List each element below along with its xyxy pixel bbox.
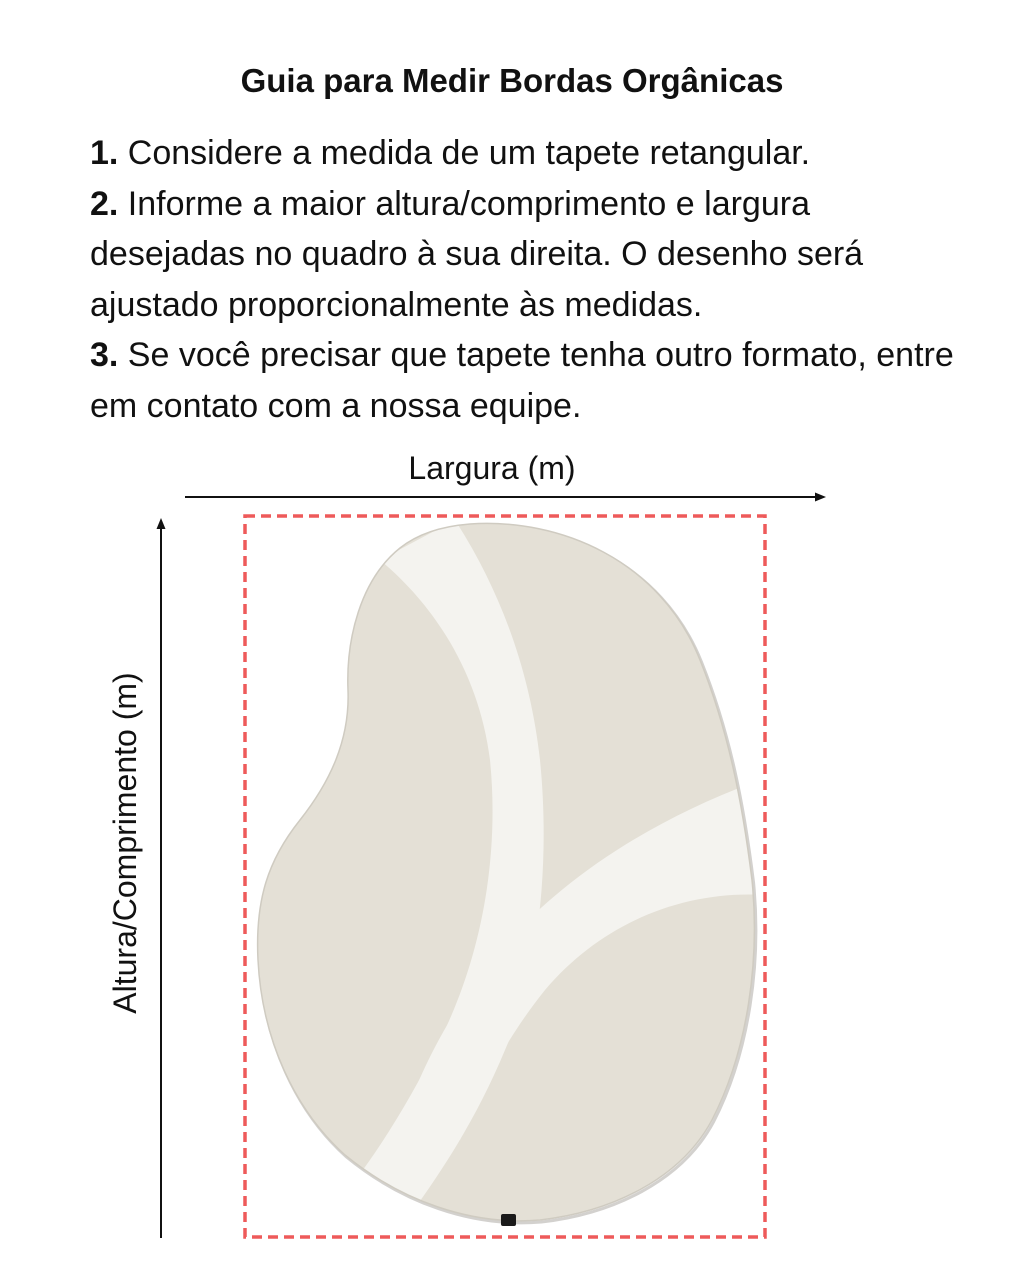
step-number: 3. (90, 336, 119, 374)
width-label: Largura (m) (408, 450, 576, 486)
step-text: Se você precisar que tapete tenha outro formato, entre em contato com a nossa equipe. (90, 336, 954, 425)
page-title: Guia para Medir Bordas Orgânicas (240, 62, 784, 99)
height-arrow (157, 518, 166, 1238)
step-text: Informe a maior altura/comprimento e largura desejadas no quadro à sua direita. O desenho será ajustado proporcionalmente às medidas. (90, 184, 864, 324)
step-number: 2. (90, 184, 119, 223)
rug-illustration (258, 520, 765, 1221)
rug-tag-icon (501, 1214, 516, 1226)
height-label: Altura/Comprimento (m) (107, 672, 143, 1014)
width-arrow (185, 493, 826, 502)
step-number: 1. (90, 134, 119, 172)
step-text: Considere a medida de um tapete retangular. (118, 134, 811, 172)
